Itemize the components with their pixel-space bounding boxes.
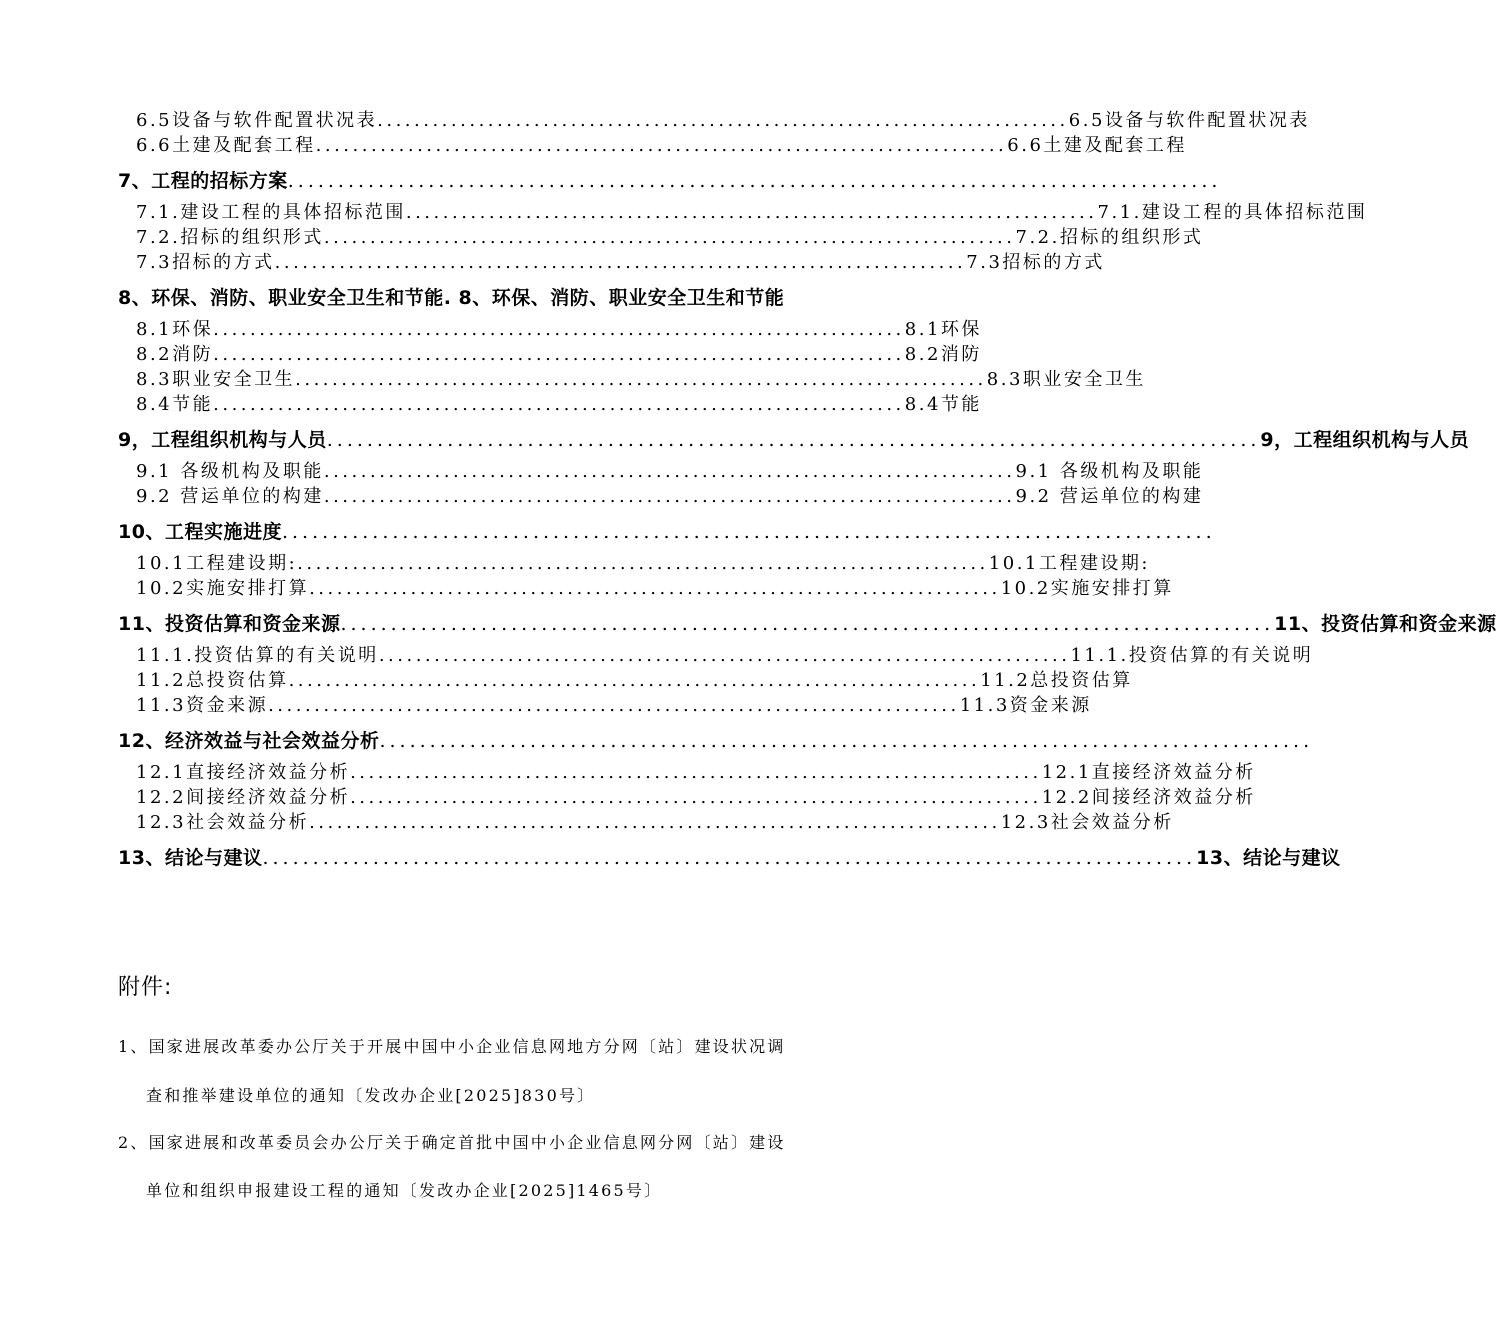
toc-dot-leader: ........................................................................... [309, 578, 1001, 599]
table-of-contents [118, 108, 1497, 877]
toc-entry-7-3[interactable] [118, 250, 1105, 275]
toc-dot-leader: ............................................................................................. [262, 847, 1197, 869]
toc-entry-11[interactable] [118, 611, 1497, 637]
toc-entry-page-ref: 7.3招标的方式 [966, 252, 1105, 273]
toc-entry-title: 10.1工程建设期: [136, 553, 298, 574]
toc-entry-13[interactable] [118, 845, 1341, 871]
toc-entry-title: 11、投资估算和资金来源 [118, 613, 341, 635]
toc-dot-leader: ........................................................................... [377, 110, 1069, 131]
toc-dot-leader: ........................................................................... [378, 645, 1071, 666]
toc-entry-12[interactable] [118, 728, 1314, 754]
toc-entry-title: 11.1.投资估算的有关说明 [136, 645, 379, 666]
toc-entry-11-3[interactable] [118, 693, 1092, 718]
toc-entry-6-6[interactable] [118, 133, 1187, 158]
toc-entry-page-ref: 8.4节能 [904, 394, 982, 415]
toc-dot-leader: ........................................................................... [350, 762, 1042, 783]
toc-entry-title: 8.3职业安全卫生 [136, 369, 296, 390]
toc-entry-title: 7.1.建设工程的具体招标范围 [136, 202, 406, 223]
toc-entry-page-ref: 11.2总投资估算 [980, 670, 1133, 691]
toc-entry-page-ref: 8.2消防 [904, 344, 982, 365]
toc-entry-title: 6.6土建及配套工程 [136, 135, 316, 156]
toc-entry-11-2[interactable] [118, 668, 1133, 693]
toc-entry-page-ref: 8.3职业安全卫生 [986, 369, 1146, 390]
toc-entry-title: 10.2实施安排打算 [136, 578, 310, 599]
toc-entry-title: 10、工程实施进度 [118, 521, 282, 543]
toc-entry-10-1[interactable] [118, 551, 1150, 576]
toc-entry-title: 7.2.招标的组织形式 [136, 227, 324, 248]
toc-dot-leader: ........................................................................... [213, 394, 905, 415]
toc-entry-8[interactable] [118, 285, 832, 311]
toc-entry-title: 8.2消防 [136, 344, 214, 365]
toc-entry-7-2[interactable] [118, 225, 1204, 250]
toc-dot-leader: ........................................................................... [213, 344, 905, 365]
toc-entry-9[interactable] [118, 427, 1470, 453]
toc-dot-leader: ........................................................................... [323, 486, 1016, 507]
toc-dot-leader: ........................................................................... [295, 369, 987, 390]
attachments-heading: 附件: [118, 975, 173, 1000]
toc-entry-9-1[interactable] [118, 459, 1204, 484]
toc-dot-leader: ........................................................................... [309, 812, 1001, 833]
toc-entry-page-ref: 9.1 各级机构及职能 [1015, 461, 1204, 482]
toc-entry-page-ref: 6.6土建及配套工程 [1007, 135, 1187, 156]
toc-entry-8-4[interactable] [118, 392, 982, 417]
toc-entry-page-ref: 10.1工程建设期: [988, 553, 1150, 574]
toc-entry-page-ref: 12.1直接经济效益分析 [1041, 762, 1256, 783]
attachment-item-2-line-2: 单位和组织申报建设工程的通知〔发改办企业[2025]1465号〕 [146, 1181, 663, 1200]
toc-entry-page-ref: 7.1.建设工程的具体招标范围 [1097, 202, 1368, 223]
toc-entry-7-1[interactable] [118, 200, 1368, 225]
toc-entry-page-ref: 11、投资估算和资金来源 [1274, 613, 1497, 635]
toc-entry-10-2[interactable] [118, 576, 1174, 601]
toc-entry-9-2[interactable] [118, 484, 1204, 509]
toc-entry-title: 11.3资金来源 [136, 695, 269, 716]
toc-entry-title: 13、结论与建议 [118, 847, 263, 869]
toc-entry-title: 9.2 营运单位的构建 [136, 486, 324, 507]
toc-entry-title: 8.1环保 [136, 319, 214, 340]
toc-dot-leader: ........................................................................... [323, 227, 1016, 248]
toc-entry-10[interactable] [118, 519, 1216, 545]
toc-entry-page-ref: 11.3资金来源 [959, 695, 1092, 716]
attachment-item-1-line-1: 1、国家进展改革委办公厅关于开展中国中小企业信息网地方分网〔站〕建设状况调 [118, 1037, 786, 1056]
toc-entry-page-ref: 9.2 营运单位的构建 [1015, 486, 1204, 507]
toc-entry-8-3[interactable] [118, 367, 1146, 392]
toc-dot-leader: ........................................................................... [405, 202, 1098, 223]
toc-dot-leader: ........................................................................... [213, 319, 905, 340]
toc-dot-leader: ........................................................................... [268, 695, 960, 716]
toc-dot-leader: ............................................................................................. [281, 521, 1216, 543]
toc-dot-leader: ........................................................................... [323, 461, 1016, 482]
toc-dot-leader: ........................................................................... [297, 553, 989, 574]
toc-entry-title: 11.2总投资估算 [136, 670, 289, 691]
toc-entry-title: 12.1直接经济效益分析 [136, 762, 351, 783]
toc-dot-leader: ........................................................................... [315, 135, 1008, 156]
toc-entry-11-1[interactable] [118, 643, 1314, 668]
toc-entry-page-ref: 8.1环保 [904, 319, 982, 340]
toc-entry-title: 7.3招标的方式 [136, 252, 275, 273]
toc-entry-title: 12、经济效益与社会效益分析 [118, 730, 380, 752]
toc-dot-leader: ............................................................................................. [287, 170, 1222, 192]
toc-entry-title: 9.1 各级机构及职能 [136, 461, 324, 482]
toc-entry-page-ref: 13、结论与建议 [1196, 847, 1341, 869]
toc-entry-title: 12.3社会效益分析 [136, 812, 310, 833]
toc-entry-page-ref: 6.5设备与软件配置状况表 [1068, 110, 1310, 131]
toc-dot-leader: ........................................................................... [274, 252, 967, 273]
toc-dot-leader: ............................................................................................. [379, 730, 1314, 752]
attachment-item-1-line-2: 查和推举建设单位的通知〔发改办企业[2025]830号〕 [146, 1086, 596, 1105]
toc-dot-leader: ............................................................................................. [340, 613, 1275, 635]
toc-dot-leader: ........................................................................... [350, 787, 1042, 808]
toc-entry-title: 12.2间接经济效益分析 [136, 787, 351, 808]
toc-entry-12-1[interactable] [118, 760, 1256, 785]
toc-entry-12-2[interactable] [118, 785, 1256, 810]
toc-entry-title: 7、工程的招标方案 [118, 170, 288, 192]
toc-dot-leader: ............................................................................................. [326, 429, 1261, 451]
toc-entry-title: 6.5设备与软件配置状况表 [136, 110, 378, 131]
toc-entry-6-5[interactable] [118, 108, 1310, 133]
toc-entry-page-ref: 10.2实施安排打算 [1000, 578, 1174, 599]
toc-entry-title: 8.4节能 [136, 394, 214, 415]
toc-entry-12-3[interactable] [118, 810, 1174, 835]
toc-entry-page-ref: 11.1.投资估算的有关说明 [1070, 645, 1314, 666]
toc-entry-8-1[interactable] [118, 317, 982, 342]
toc-dot-leader: ........................................................................... [288, 670, 981, 691]
toc-entry-page-ref: 12.2间接经济效益分析 [1041, 787, 1256, 808]
toc-entry-title: 8、环保、消防、职业安全卫生和节能. 8、环保、消防、职业安全卫生和节能 [118, 287, 785, 309]
toc-entry-page-ref: 12.3社会效益分析 [1000, 812, 1174, 833]
toc-entry-page-ref: 9，工程组织机构与人员 [1260, 429, 1470, 451]
toc-entry-7[interactable] [118, 168, 1222, 194]
toc-entry-8-2[interactable] [118, 342, 982, 367]
toc-entry-title: 9，工程组织机构与人员 [118, 429, 327, 451]
toc-entry-page-ref: 7.2.招标的组织形式 [1015, 227, 1204, 248]
attachment-item-2-line-1: 2、国家进展和改革委员会办公厅关于确定首批中国中小企业信息网分网〔站〕建设 [118, 1133, 786, 1152]
